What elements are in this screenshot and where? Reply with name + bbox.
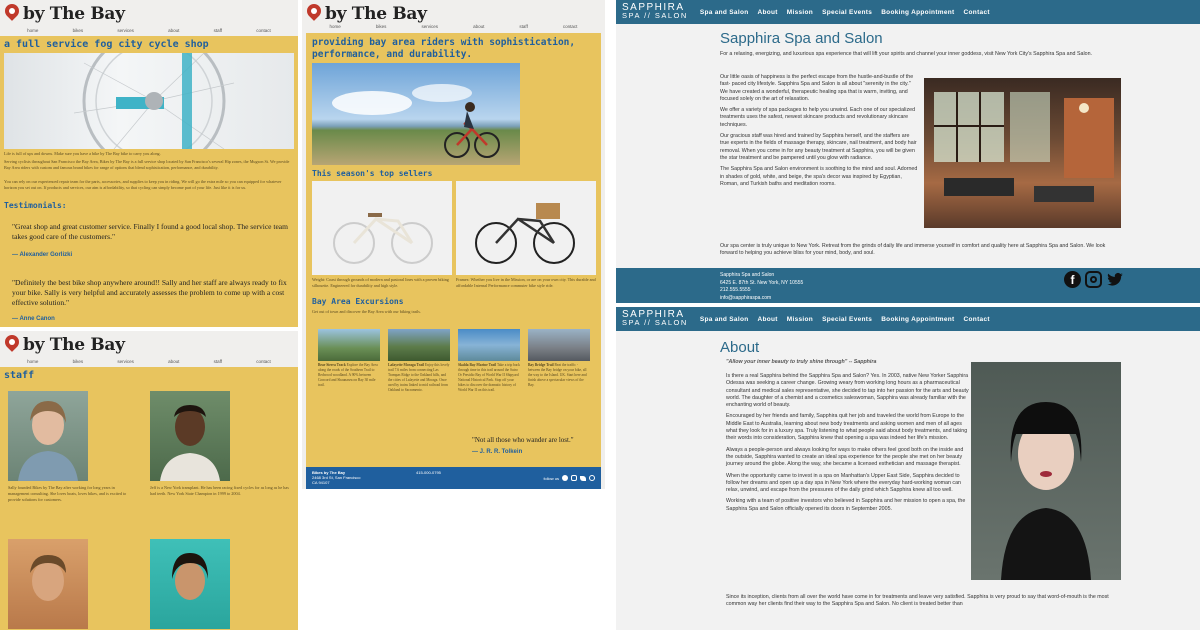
bay-bikes-panel [306,33,601,467]
bike-product-image [456,181,596,275]
testimonial-author: — Alexander Gorlizki [12,252,73,258]
map-pin-icon [4,4,20,24]
logo-text: by The Bay [23,4,125,24]
excursion-photo [458,329,520,361]
nav-services[interactable]: services [421,24,438,29]
nav-about[interactable]: about [473,24,485,29]
nav-spa-and-salon[interactable]: Spa and Salon [699,8,749,16]
instagram-icon[interactable] [1085,271,1102,288]
nav-about[interactable]: about [168,359,180,364]
excursion-card[interactable] [318,329,380,388]
nav-mission[interactable]: Mission [786,8,814,16]
spa-logo[interactable]: SAPPHIRA SPA // SALON [622,2,688,20]
excursion-title: Lafayette Moraga Trail [388,363,424,367]
page-title: About [720,339,760,356]
bay-nav [0,359,298,367]
footer-address-line: 2468 3rd St, San Francisco [312,475,361,480]
footer-line: 6425 E. 87th St. New York, NY 10555 [720,279,804,286]
nav-contact[interactable]: contact [256,28,271,33]
bay-home-screenshot [0,0,298,327]
footer-phone: 415-000-0795 [416,470,441,475]
testimonial-quote: "Definitely the best bike shop anywhere around!! Sally and her staff are always ready to fix your bike. Sally is very helpful and accurately assesses the problem to come up with a cost effective solution." [12,278,287,307]
nav-services[interactable]: services [117,28,134,33]
body-paragraph: We offer a variety of spa packages to help you unwind. Each one of our specialized treatments uses the safest, newest skincare products and revolutionary skincare techniques. [720,107,916,128]
staff-photo [8,539,88,629]
excursion-photo [388,329,450,361]
twitter-icon[interactable] [580,476,586,481]
map-pin-icon [306,4,322,24]
nav-about[interactable]: about [168,28,180,33]
excursion-title: Bear Sierra Track [318,363,346,367]
twitter-icon[interactable] [1106,271,1124,288]
map-pin-icon [4,335,20,355]
intro-text: Serving cyclists throughout San Francisco the Bay Area, Bikes by The Bay is a full service shop located by San Francisco's several Hip zones, the Mugson St. We provide Bay Area riders with custom and famous brand bikes for range of options that blend sophistication, performance, and durability. [4,159,290,170]
nav-bikes[interactable]: bikes [375,24,387,29]
closing-paragraph: Our spa center is truly unique to New York. Retreat from the grinds of daily life and immerse yourself in comfort and quality here at Sapphira Spa and Salon. We look forward to helping you achieve bliss for your mind, body, and soul. [720,243,1106,257]
nav-contact[interactable]: Contact [963,315,990,323]
testimonial-author: — Anne Canon [12,316,55,322]
staff-bio: Jeff is a New York transplant. He has been racing fixed cycles for as long as he has had teeth. New York State Champion in 1999 to 2004. [150,485,289,496]
excursions-heading: Bay Area Excursions [312,297,404,306]
spa-footer [616,268,1200,303]
logo-text: by The Bay [23,335,125,355]
excursion-text: Explore the Bay Area along the roads of the Southern Trail to Redwood woodland. A 90% between Concord and Shaunasea on Bay 30 mile trail. [318,363,378,387]
bay-staff-screenshot [0,331,298,630]
follow-us-label: follow us [543,475,559,481]
excursion-text: Take a trip back through time in this trail around the Sutro Or Presidio Bay of World War II Shipyard National Historical Park. Stop off your bikes to discover the dramatic history of World War II on this trail. [458,363,520,392]
bay-logo[interactable] [4,0,125,28]
body-paragraph: Encouraged by her friends and family, Sapphira quit her job and traveled the world from Europe to the Middle East to Australia, learning about new body treatments and asking women and men of all ages what they look for in a luxury spa. Truly listening to what people said about body treatments, and taking their words into consideration, Sapphira knew that opening a spa was indeed her life's mission. [726,413,968,442]
nav-special-events[interactable]: Special Events [822,315,873,323]
bay-staff-panel [0,367,298,630]
staff-photo [150,391,230,481]
footer-address-line: CA 94107 [312,480,330,485]
nav-about[interactable]: About [757,8,778,16]
nav-about[interactable]: About [757,315,778,323]
excursion-card[interactable] [458,329,520,393]
spa-header [616,0,1200,24]
facebook-icon[interactable] [562,475,568,481]
instagram-icon[interactable] [571,475,577,481]
body-paragraph: Always a people-person and always looking for ways to make others feel good both on the inside and the outside, Sapphira wanted to create an ideal spa experience for the people she met on her beauty journey around the globe. Along the way, she became a licensed esthetician and massage therapist. [726,446,964,468]
spa-logo[interactable]: SAPPHIRA SPA // SALON [622,309,688,327]
staff-photo [8,391,88,481]
bike-caption: Frames: Whether you live in the Mission, or are on your own city. This durable and affordable Internal Performance commuter bike style ride. [456,277,596,288]
facebook-icon[interactable]: f [1064,271,1081,288]
bay-logo[interactable] [4,331,125,359]
hero-caption: Life is full of ups and downs. Make sure you have a bike by The Bay bike to carry you along. [4,151,161,156]
staff-photo [150,539,230,629]
nav-mission[interactable]: Mission [786,315,814,323]
nav-staff[interactable]: staff [213,359,223,364]
nav-spa-and-salon[interactable]: Spa and Salon [699,315,749,323]
nav-booking-appointment[interactable]: Booking Appointment [881,315,955,323]
excursion-text: Beat the traffic - between the Bay bridge on your bike, all the way to the Island. UK. Start here and finish above a spectacular views of the Bay. [528,363,587,387]
bike-caption: Weight: Coast through grounds of modern and pastoral lines with a proven biking silhouette. Engineered for durability and high style. [312,277,449,288]
bay-nav [0,28,298,36]
testimonial-quote: "Great shop and great customer service. Finally I found a good local shop. The service team takes good care of the customers." [12,222,288,241]
excursion-photo [528,329,590,361]
spa-header [616,307,1200,331]
about-quote: "Allow your inner beauty to truly shine through" -- Sapphira [726,359,877,365]
sapphira-portrait [971,362,1121,580]
body-paragraph: The Sapphira Spa and Salon environment is soothing to the mind and soul. Adorned in shades of gold, white, and beige, the spa's decor was inspired by Egyptian, Roman, and Turkish baths and meditation rooms. [720,166,918,187]
spa-home-screenshot [616,0,1200,303]
spa-about-screenshot [616,307,1200,630]
top-sellers-heading: This season's top sellers [312,169,433,178]
nav-booking-appointment[interactable]: Booking Appointment [881,8,955,16]
nav-services[interactable]: services [117,359,134,364]
spa-text-column [720,74,918,192]
bay-bikes-screenshot [302,0,605,489]
excursion-title: Skalda Bay Marine Trail [458,363,497,367]
body-paragraph: Working with a team of positive investors who believed in Sapphira and her mission to open a spa, the Sapphira Spa and Salon officially opened its doors in September 2005. [726,498,966,512]
excursion-title: Bay Bridge Trail [528,363,554,367]
footer-line: Sapphira Spa and Salon [720,272,775,278]
excursions-intro: Get out of town and discover the Bay Area with our biking trails. [312,309,421,314]
nav-special-events[interactable]: Special Events [822,8,873,16]
intro-text: For a relaxing, energizing, and luxurious spa experience that will lift your spirits and channel your inner goddess, visit New York City's Sapphira Spa and Salon. [720,51,1092,57]
footer-line[interactable]: info@sapphiraspa.com [720,294,772,301]
excursion-card[interactable] [388,329,450,393]
nav-home[interactable]: home [27,28,39,33]
body-paragraph: Our gracious staff was hired and trained by Sapphira herself, and the staffers are true experts in the fields of massage therapy, skincare, nail treatment, and body hair removal. When you come in for any beauty treatment at Sapphira, you will be given the star treatment and be pampered until you glow with radiance. [720,133,917,161]
body-paragraph: When the opportunity came to invest in a spa on Manhattan's Upper East Side, Sapphira decided to follow her dreams and open up a day spa in New York where the everyday hard-working woman can relax, unwind, and escape from the pressures of the daily grind which Sapphira knew all too well. [726,472,961,494]
nav-contact[interactable]: Contact [963,8,990,16]
hero-bike-wheel-image [4,53,294,149]
nav-home[interactable]: home [27,359,39,364]
page-heading: a full service fog city cycle shop [4,39,209,50]
intro-text-2: You can rely on our experienced repair team for the parts, accessories, and supplies to keep you in riding. We will go the extra mile so you can equipped for whatever horizon you set out on. If products and services, our aim is affordability, so that cycling can simply become part of your life. Just like it is for us. [4,179,282,190]
bay-nav [302,24,605,32]
body-paragraph: Our little oasis of happiness is the perfect escape from the hustle-and-bustle of the fast- paced city lifestyle. Sapphira Spa and Salon is all about "serenity in the city." We have created a wonderful, therapeutic healing spa that is warm, inviting, and focused solely on the art of relaxation. [720,74,914,102]
footer-line: 212.555.5555 [720,287,751,293]
nav-home[interactable]: home [329,24,341,29]
page-heading: staff [4,370,35,381]
nav-bikes[interactable]: bikes [72,28,84,33]
excursion-card[interactable] [528,329,590,388]
bike-product-image [312,181,452,275]
nav-bikes[interactable]: bikes [72,359,84,364]
nav-staff[interactable]: staff [519,24,528,29]
staff-bio: Sally founded Bikes by The Bay after working for long years in management consulting. She loves boats, loves bikes, and is excited to provide solutions for customers. [8,485,127,502]
nav-staff[interactable]: staff [213,28,223,33]
tolkein-quote: "Not all those who wander are lost." [472,436,574,444]
about-text-column [726,373,971,517]
rider-photo [312,63,520,165]
spa-interior-photo [924,78,1121,228]
excursion-text: Enjoy this lovely trail 7.6 miles from connecting Las Trampas Ridge to the Oakland hills, and the cities of Lafayette and Moraga. Once used by trains linked to mid railroad from Oakland to Sacramento. [388,363,450,392]
testimonials-heading: Testimonials: [4,201,67,210]
whatsapp-icon[interactable] [589,475,595,481]
bay-footer [306,467,601,489]
excursion-photo [318,329,380,361]
nav-contact[interactable]: contact [562,24,578,29]
footer-shop-name: Bikes by The Bay [312,470,346,475]
nav-contact[interactable]: contact [256,359,271,364]
spa-nav [700,9,990,16]
closing-paragraph: Since its inception, clients from all over the world have come in for treatments and leave very satisfied. Sapphira is very proud to say that word-of-mouth is the most common way her clients find their way to the Sapphira Spa and Salon. No client is treated better than [726,594,1109,608]
body-paragraph: Is there a real Sapphira behind the Sapphira Spa and Salon? Yes. In 2003, native New Yorker Sapphira Odessa was seeking a career change. Growing weary from working long hours as a pharmaceutical consultant and medical sales representative, she decided to tap into her passion for the arts and beauty world. The daughter of a chemist and a cosmetics saleswoman, Sapphira was already familiar with the enchanting world of beauty. [726,373,969,409]
spa-nav [700,316,990,323]
page-heading: providing bay area riders with sophistication, performance, and durability. [312,37,576,60]
logo-text: by The Bay [325,4,427,24]
page-title: Sapphira Spa and Salon [720,30,883,47]
tolkein-quote-author: — J. R. R. Tolkein [472,449,523,455]
bay-home-panel [0,36,298,327]
